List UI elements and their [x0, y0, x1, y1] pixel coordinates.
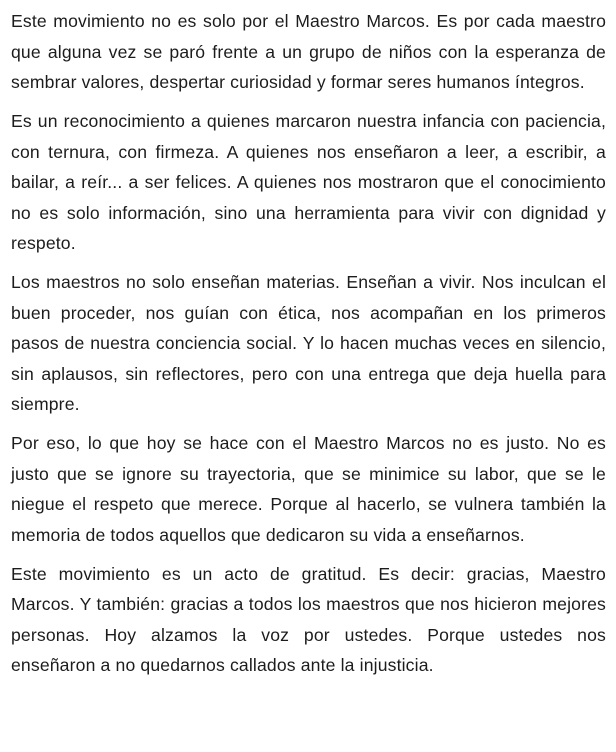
paragraph-4: Por eso, lo que hoy se hace con el Maestro Marcos no es justo. No es justo que se ignore su trayectoria, que se minimice su labor, que se le niegue el respeto que merece. Porque al hacerlo, se vulnera también la memoria de todos aquellos que dedicaron su vida a enseñarnos.	[11, 433, 606, 545]
paragraph-2: Es un reconocimiento a quienes marcaron nuestra infancia con paciencia, con ternura, con firmeza. A quienes nos enseñaron a leer, a escribir, a bailar, a reír... a ser felices. A quienes nos mostraron que el conocimiento no es solo información, sino una herramienta para vivir con dignidad y respeto.	[11, 111, 606, 253]
paragraph-3: Los maestros no solo enseñan materias. Enseñan a vivir. Nos inculcan el buen proceder, nos guían con ética, nos acompañan en los primeros pasos de nuestra conciencia social. Y lo hacen muchas veces en silencio, sin aplausos, sin reflectores, pero con una entrega que deja huella para siempre.	[11, 272, 606, 414]
document-body	[11, 6, 606, 681]
paragraph-5: Este movimiento es un acto de gratitud. Es decir: gracias, Maestro Marcos. Y también: gracias a todos los maestros que nos hicieron mejores personas. Hoy alzamos la voz por ustedes. Porque ustedes nos enseñaron a no quedarnos callados ante la injusticia.	[11, 563, 606, 675]
paragraph-1: Este movimiento no es solo por el Maestro Marcos. Es por cada maestro que alguna vez se paró frente a un grupo de niños con la esperanza de sembrar valores, despertar curiosidad y formar seres humanos íntegros.	[11, 11, 606, 92]
